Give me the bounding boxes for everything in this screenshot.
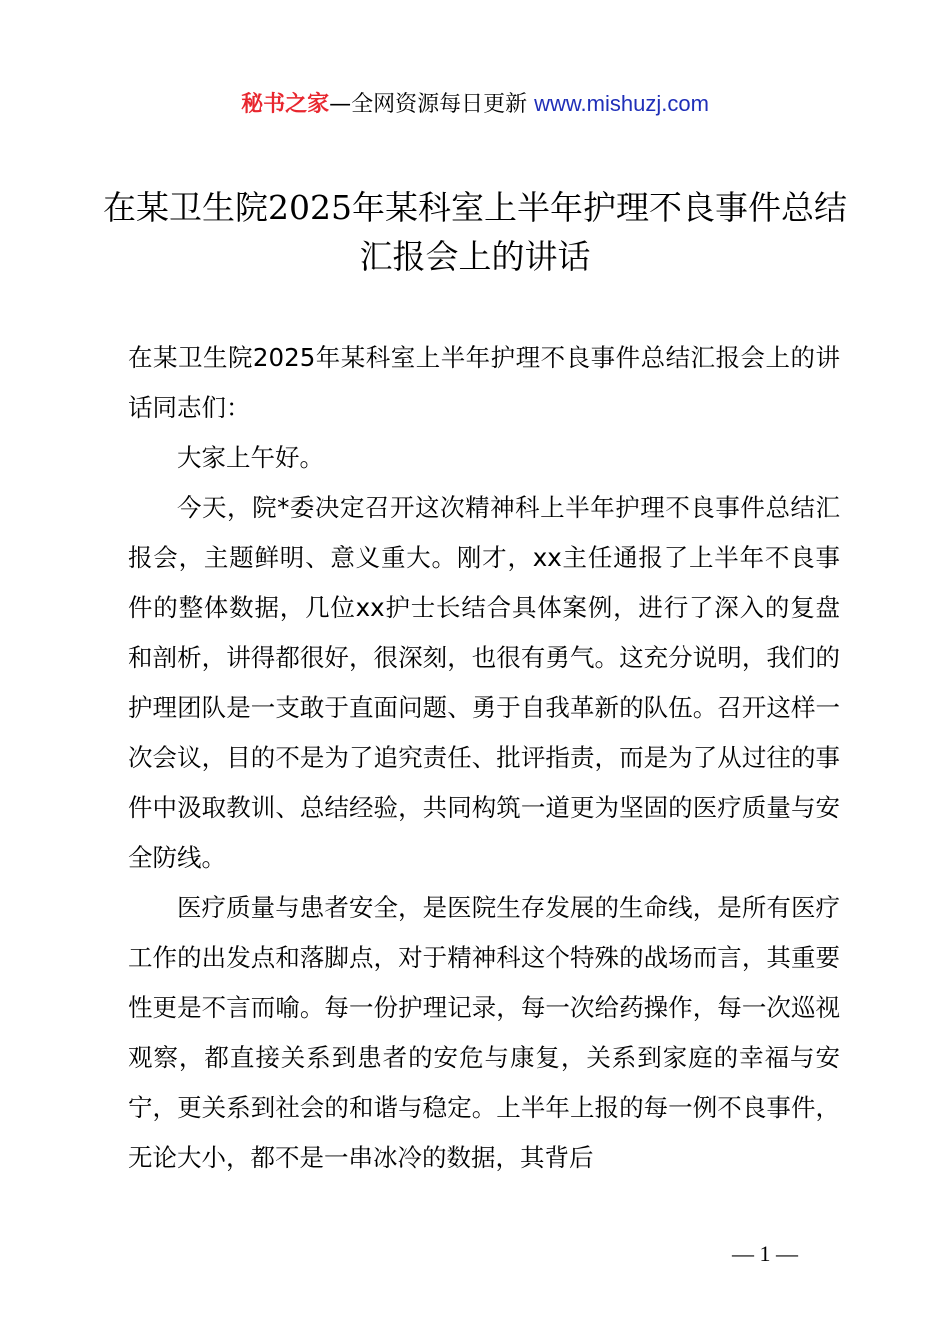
paragraph: 今天，院*委决定召开这次精神科上半年护理不良事件总结汇报会，主题鲜明、意义重大。刚才，xx主任通报了上半年不良事件的整体数据，几位xx护士长结合具体案例，进行了深入的复盘和剖析，讲得都很好，很深刻，也很有勇气。这充分说明，我们的护理团队是一支敢于直面问题、勇于自我革新的队伍。召开这样一次会议，目的不是为了追究责任、批评指责，而是为了从过往的事件中汲取教训、总结经验，共同构筑一道更为坚固的医疗质量与安全防线。 — [128, 493, 840, 872]
document-body — [128, 333, 840, 1183]
site-header — [0, 88, 950, 121]
header-tagline: 全网资源每日更新 — [351, 92, 535, 117]
brand-name: 秘书之家 — [241, 92, 330, 117]
paragraph: 在某卫生院2025年某科室上半年护理不良事件总结汇报会上的讲话同志们： — [128, 343, 840, 422]
page-number: — 1 — — [732, 1241, 798, 1266]
header-url-link[interactable]: www.mishuzj.com — [534, 91, 709, 116]
paragraph: 医疗质量与患者安全，是医院生存发展的生命线，是所有医疗工作的出发点和落脚点，对于精神科这个特殊的战场而言，其重要性更是不言而喻。每一份护理记录，每一次给药操作，每一次巡视观察，都直接关系到患者的安危与康复，关系到家庭的幸福与安宁，更关系到社会的和谐与稳定。上半年上报的每一例不良事件，无论大小，都不是一串冰冷的数据，其背后 — [128, 893, 840, 1172]
paragraph: 大家上午好。 — [177, 443, 324, 472]
document-title: 在某卫生院2025年某科室上半年护理不良事件总结汇报会上的讲话 — [103, 188, 847, 276]
header-separator: — — [329, 92, 352, 117]
